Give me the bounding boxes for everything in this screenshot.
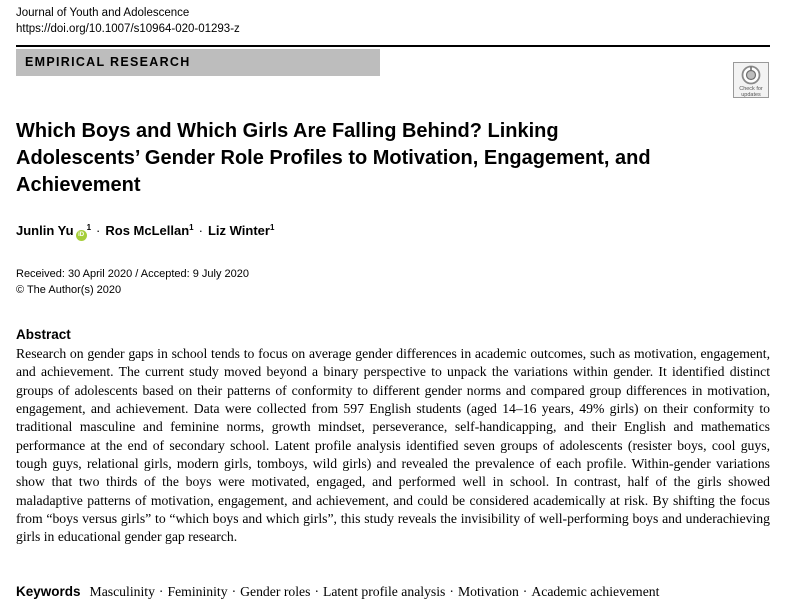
author-affiliation: 1	[189, 223, 194, 232]
publication-dates	[16, 267, 249, 298]
author-name[interactable]: Liz Winter	[207, 223, 270, 238]
received-accepted-dates: Received: 30 April 2020 / Accepted: 9 July 2020	[16, 268, 249, 280]
article-title	[16, 118, 736, 199]
author-affiliation: 1	[86, 223, 92, 232]
keyword-separator: ·	[522, 584, 528, 599]
author-name[interactable]: Junlin Yu	[16, 223, 74, 238]
copyright-notice: © The Author(s) 2020	[16, 283, 122, 296]
author-list	[16, 222, 274, 241]
keyword-separator: ·	[314, 584, 319, 599]
title-line-3: Achievement	[16, 174, 141, 196]
journal-name: Journal of Youth and Adolescence	[16, 7, 190, 19]
doi-link[interactable]: https://doi.org/10.1007/s10964-020-01293-z	[16, 23, 240, 35]
keyword: Femininity	[167, 584, 228, 599]
keyword: Gender roles	[240, 584, 311, 599]
check-for-updates-icon	[741, 65, 761, 85]
header-rule	[16, 45, 770, 47]
orcid-icon[interactable]: iD	[76, 230, 87, 241]
author-affiliation: 1	[269, 223, 275, 232]
keyword-separator: ·	[231, 584, 237, 599]
keyword: Academic achievement	[531, 584, 660, 599]
keywords-line	[16, 583, 770, 601]
keyword: Latent profile analysis	[323, 584, 446, 599]
check-for-updates-label: Check for updates	[739, 86, 763, 98]
keyword-separator: ·	[449, 584, 454, 599]
keyword-separator: ·	[158, 584, 164, 599]
keyword: Motivation	[457, 584, 519, 599]
title-line-2: Adolescents’ Gender Role Profiles to Motivation, Engagement, and	[16, 147, 651, 169]
title-line-1: Which Boys and Which Girls Are Falling Behind? Linking	[16, 120, 559, 142]
check-for-updates-badge[interactable]	[733, 62, 769, 98]
abstract-heading: Abstract	[16, 327, 71, 342]
author-separator: ·	[96, 223, 101, 238]
keywords-heading: Keywords	[16, 584, 81, 599]
abstract-text: Research on gender gaps in school tends to focus on average gender differences in academic outcomes, such as motivation, engagement, and achievement. The current study moved beyond a binary perspective to unpack the variations within gender. It identified distinct groups of adolescents based on their patterns of conformity to different gender norms and compared group differences in motivation, engagement, and achievement. Data were collected from 597 English students (aged 14–16 years, 49% girls) on their conformity to traditional masculine and feminine norms, growth mindset, perseverance, self-handicapping, and their English and mathematics performance at the end of secondary school. Latent profile analysis identified seven groups of adolescents (resister boys, cool guys, tough guys, relational girls, modern girls, tomboys, wild girls) and revealed the prevalence of each profile. Within-gender variations show that two thirds of the boys were motivated, engaged, and performed well in school. In contrast, half of the girls showed maladaptive patterns of motivation, engagement, and achievement, and could be considered academically at risk. By shifting the focus from “boys versus girls” to “which boys and which girls”, this study reveals the invisibility of well-performing boys and underachieving girls in educational gender gap research.	[16, 346, 770, 545]
section-label: EMPIRICAL RESEARCH	[16, 49, 380, 76]
author-name[interactable]: Ros McLellan	[105, 223, 190, 238]
keyword: Masculinity	[89, 584, 155, 599]
journal-header	[16, 5, 240, 37]
author-separator: ·	[198, 223, 203, 238]
